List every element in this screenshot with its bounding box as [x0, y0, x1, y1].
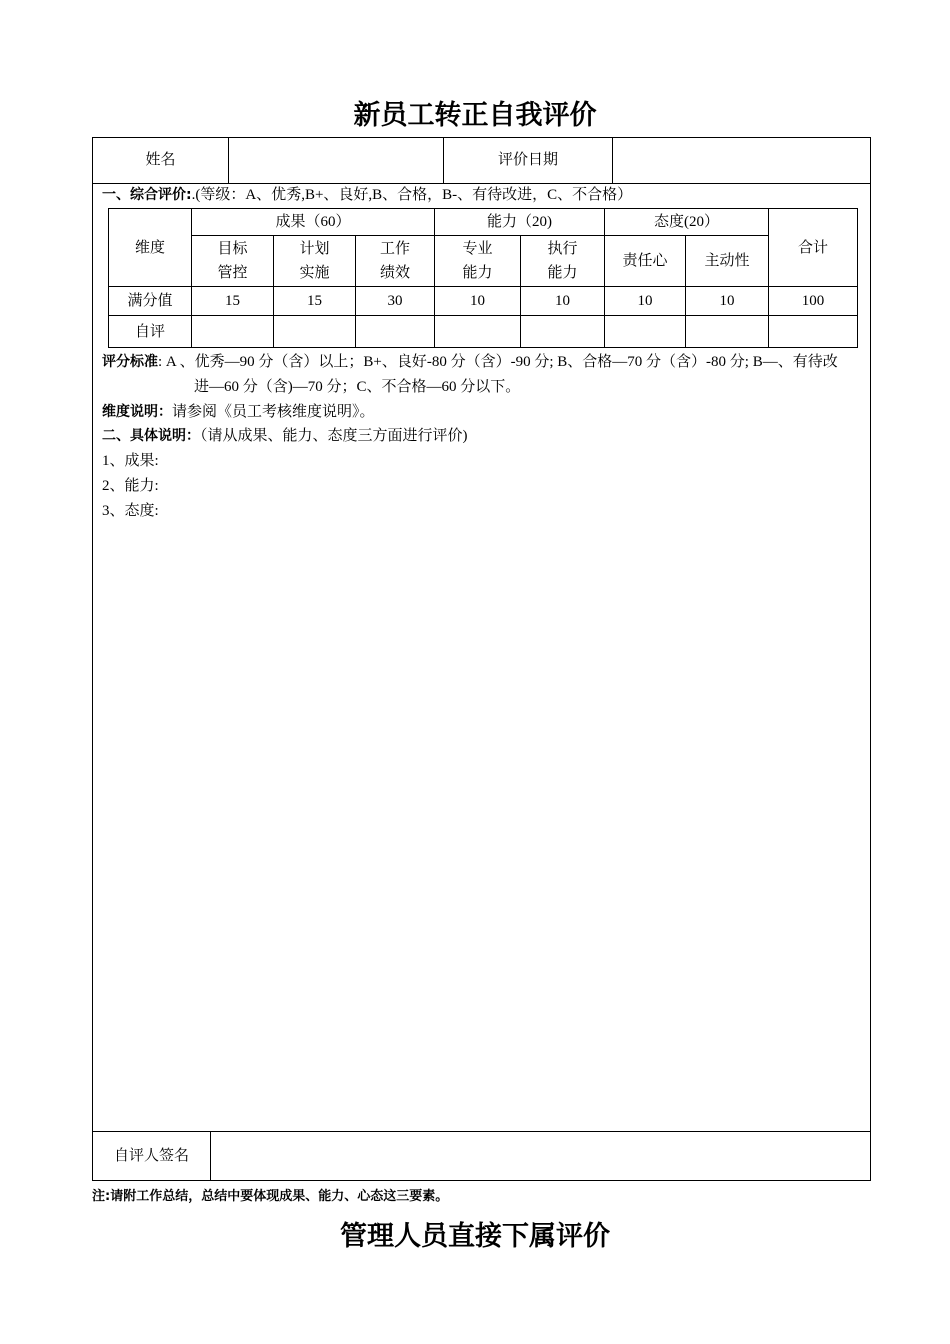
self-score-input[interactable]: [192, 316, 274, 348]
self-score-input[interactable]: [686, 316, 769, 348]
section2-hint: （请从成果、能力、态度三方面进行评价): [200, 428, 468, 444]
footnote: 注:请附工作总结，总结中要体现成果、能力、心态这三要素。: [92, 1189, 449, 1204]
self-score-input[interactable]: [356, 316, 435, 348]
dimension-note-text: 请参阅《员工考核维度说明》。: [172, 404, 375, 420]
date-field[interactable]: [613, 138, 870, 183]
dimension-note: [102, 400, 375, 424]
full-score-label: 满分值: [109, 287, 192, 316]
score-table: [108, 208, 858, 348]
self-score-total-input[interactable]: [769, 316, 858, 348]
group-ability: 能力（20): [435, 209, 605, 236]
item-initiative: 主动性: [686, 236, 769, 287]
divider: [612, 138, 613, 183]
dimension-header: 维度: [109, 209, 192, 287]
self-evaluation-form: [92, 137, 871, 1181]
section1-line: [102, 183, 632, 207]
full-score-cell: 10: [435, 287, 521, 316]
self-score-input[interactable]: [435, 316, 521, 348]
detail-ability-label: 2、能力:: [102, 478, 159, 494]
full-score-cell: 15: [192, 287, 274, 316]
group-attitude: 态度(20）: [605, 209, 769, 236]
standard-text: : A 、优秀—90 分（含）以上；B+、良好-80 分（含）-90 分; B、合格—70 分（含）-80 分; B—、有待改: [158, 354, 838, 370]
standard-line2: 进—60 分（含)—70 分；C、不合格—60 分以下。: [194, 379, 521, 395]
self-score-label: 自评: [109, 316, 192, 348]
item-execution-ability: 执行 能力: [521, 236, 605, 287]
section1-heading: 一、综合评价:: [102, 187, 192, 203]
detail-results-label: 1、成果:: [102, 453, 159, 469]
grade-legend: .(等级：A、优秀,B+、良好,B、合格，B-、有待改进，C、不合格）: [191, 187, 633, 203]
form-title: 新员工转正自我评价: [353, 100, 597, 131]
dimension-note-label: 维度说明：: [102, 404, 172, 420]
item-work-performance: 工作 绩效: [356, 236, 435, 287]
header-row: [93, 138, 870, 184]
section2-heading: 二、具体说明：: [102, 428, 200, 444]
self-score-input[interactable]: [274, 316, 356, 348]
self-score-row: [109, 316, 858, 348]
standard-line1: [102, 350, 838, 374]
full-score-total: 100: [769, 287, 858, 316]
item-responsibility: 责任心: [605, 236, 686, 287]
item-professional-ability: 专业 能力: [435, 236, 521, 287]
full-score-cell: 30: [356, 287, 435, 316]
signature-field[interactable]: [211, 1132, 870, 1180]
signature-row: [93, 1131, 870, 1180]
detail-attitude-label: 3、态度:: [102, 503, 159, 519]
section2-line: [102, 424, 468, 448]
group-results: 成果（60）: [192, 209, 435, 236]
self-score-input[interactable]: [521, 316, 605, 348]
signature-label: 自评人签名: [113, 1148, 189, 1164]
item-plan-execution: 计划 实施: [274, 236, 356, 287]
next-section-title: 管理人员直接下属评价: [340, 1221, 610, 1252]
self-score-input[interactable]: [605, 316, 686, 348]
full-score-row: [109, 287, 858, 316]
full-score-cell: 10: [521, 287, 605, 316]
full-score-cell: 10: [686, 287, 769, 316]
divider: [228, 138, 229, 183]
name-label: 姓名: [145, 152, 176, 168]
detail-text-area[interactable]: [102, 528, 862, 1128]
standard-label: 评分标准: [102, 354, 158, 370]
date-label: 评价日期: [497, 152, 558, 168]
full-score-cell: 15: [274, 287, 356, 316]
total-header: 合计: [769, 209, 858, 287]
divider: [443, 138, 444, 183]
name-field[interactable]: [229, 138, 443, 183]
full-score-cell: 10: [605, 287, 686, 316]
item-goal-control: 目标 管控: [192, 236, 274, 287]
